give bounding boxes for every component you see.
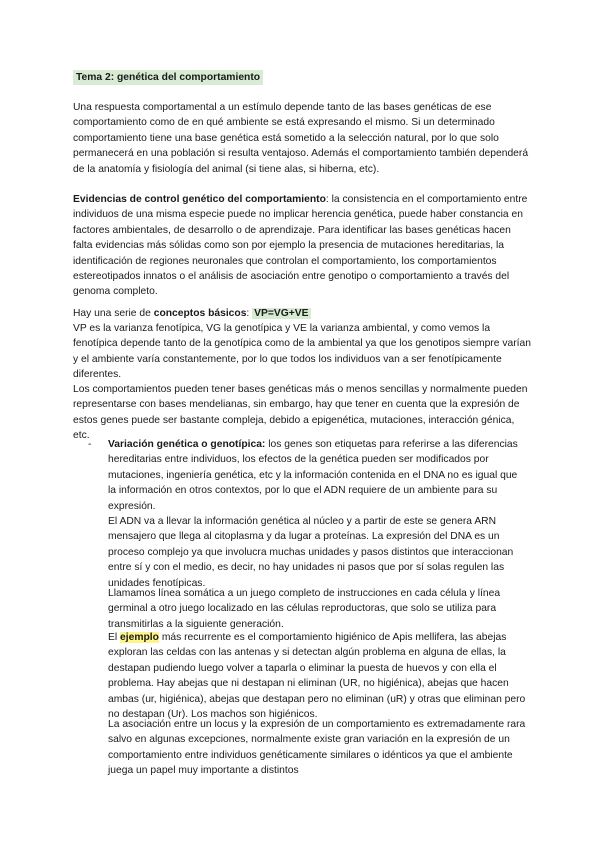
variacion-paragraph-3: Llamamos línea somática a un juego completo de instrucciones en cada célula y línea germinal a otro juego localizado en las células reproductoras, que solo se utiliza para transmitirlas a la siguiente generación. bbox=[108, 588, 501, 630]
intro-paragraph: Una respuesta comportamental a un estímulo depende tanto de las bases genéticas de ese comportamiento como de en qué ambiente se está expresando el mismo. Si un determinado comportamiento tiene una base genética está sometido a la selección natural, por lo que solo permanecerá en una población si resulta ventajoso. Además el comportamiento también dependerá de la anatomía y fisiología del animal (si tiene alas, si hiberna, etc). bbox=[73, 102, 529, 175]
ejemplo-highlight: ejemplo bbox=[120, 632, 159, 643]
ejemplo-pre: El bbox=[108, 632, 121, 643]
evidencias-heading: Evidencias de control genético del comportamiento bbox=[73, 194, 326, 205]
page-title: Tema 2: genética del comportamiento bbox=[73, 70, 263, 85]
variacion-paragraph-5: La asociación entre un locus y la expresión de un comportamiento es extremadamente rara salvo en algunas excepciones, normalmente existe gran variación en la expresión de un comportamiento entre individuos genéticamente similares o idénticos ya que el ambiente juega un papel muy importante a distintos bbox=[108, 719, 526, 777]
conceptos-lead: Hay una serie de bbox=[73, 308, 154, 319]
ejemplo-post: más recurrente es el comportamiento higiénico de Apis mellifera, las abejas exploran las celdas con las antenas y si detectan algún problema en alguna de ellas, la destapan pudiendo luego volver a taparla o eliminar la puesta de huevos y con ella el problema. Hay abejas que ni destapan ni eliminan (UR, no higiénica), abejas que hacen ambas (ur, higiénica), abejas que destapan pero no eliminan (uR) y otras que eliminan pero no destapan (Ur). Los machos son higiénicos. bbox=[108, 632, 526, 721]
variacion-heading: Variación genética o genotípica: bbox=[108, 439, 266, 450]
conceptos-bold: conceptos básicos bbox=[153, 308, 247, 319]
variacion-paragraph-2: El ADN va a llevar la información genética al núcleo y a partir de este se genera ARN mensajero que llega al citoplasma y da lugar a proteínas. La expresión del DNA es un proceso complejo ya que involucra muchas unidades y pasos distintos que interaccionan entre sí y con el medio, es decir, no hay unidades ni pasos que por sí solas regulen las unidades fenotípicas. bbox=[108, 516, 514, 589]
conceptos-colon: : bbox=[246, 308, 253, 319]
conceptos-paragraph-1: VP es la varianza fenotípica, VG la genotípica y VE la varianza ambiental, y como vemos la fenotípica depende tanto de la genotípica como de la ambiental ya que los genotipos siempre varían y el ambiente varía constantemente, por lo que todos los individuos van a ser fenotípicamente diferentes. bbox=[73, 323, 531, 381]
variacion-paragraph-1 bbox=[108, 437, 526, 514]
evidencias-text: : la consistencia en el comportamiento entre individuos de una misma especie puede no implicar herencia genética, puede haber constancia en factores ambientales, de desarrollo o de aprendizaje. Para identificar las bases genéticas hacen falta evidencias más sólidas como son por ejemplo la presencia de mutaciones hereditarias, la identificación de regiones neuronales que controlan el comportamiento, los comportamientos estereotipados innatos o el análisis de asociación entre genotipo o comportamiento a través del genoma completo. bbox=[73, 194, 528, 298]
conceptos-paragraph-2: Los comportamientos pueden tener bases genéticas más o menos sencillas y normalmente pueden representarse con bases mendelianas, sin embargo, hay que tener en cuenta que la expresión de estos genes puede ser bastante compleja, debido a epigenética, mutaciones, interacción génica, etc. bbox=[73, 384, 528, 442]
conceptos-lead-line bbox=[73, 306, 533, 321]
variacion-text-1: los genes son etiquetas para referirse a las diferencias hereditarias entre individuos, los efectos de la genética pueden ser modificados por mutaciones, ingeniería genética, etc y la información contenida en el DNA no es igual que la información en otros contextos, por lo que el ADN requiere de un ambiente para su expresión. bbox=[108, 439, 518, 512]
variacion-paragraph-4 bbox=[108, 630, 526, 722]
evidencias-paragraph bbox=[73, 192, 533, 300]
formula-highlight: VP=VG+VE bbox=[254, 308, 309, 319]
list-bullet-dash: - bbox=[88, 439, 92, 450]
